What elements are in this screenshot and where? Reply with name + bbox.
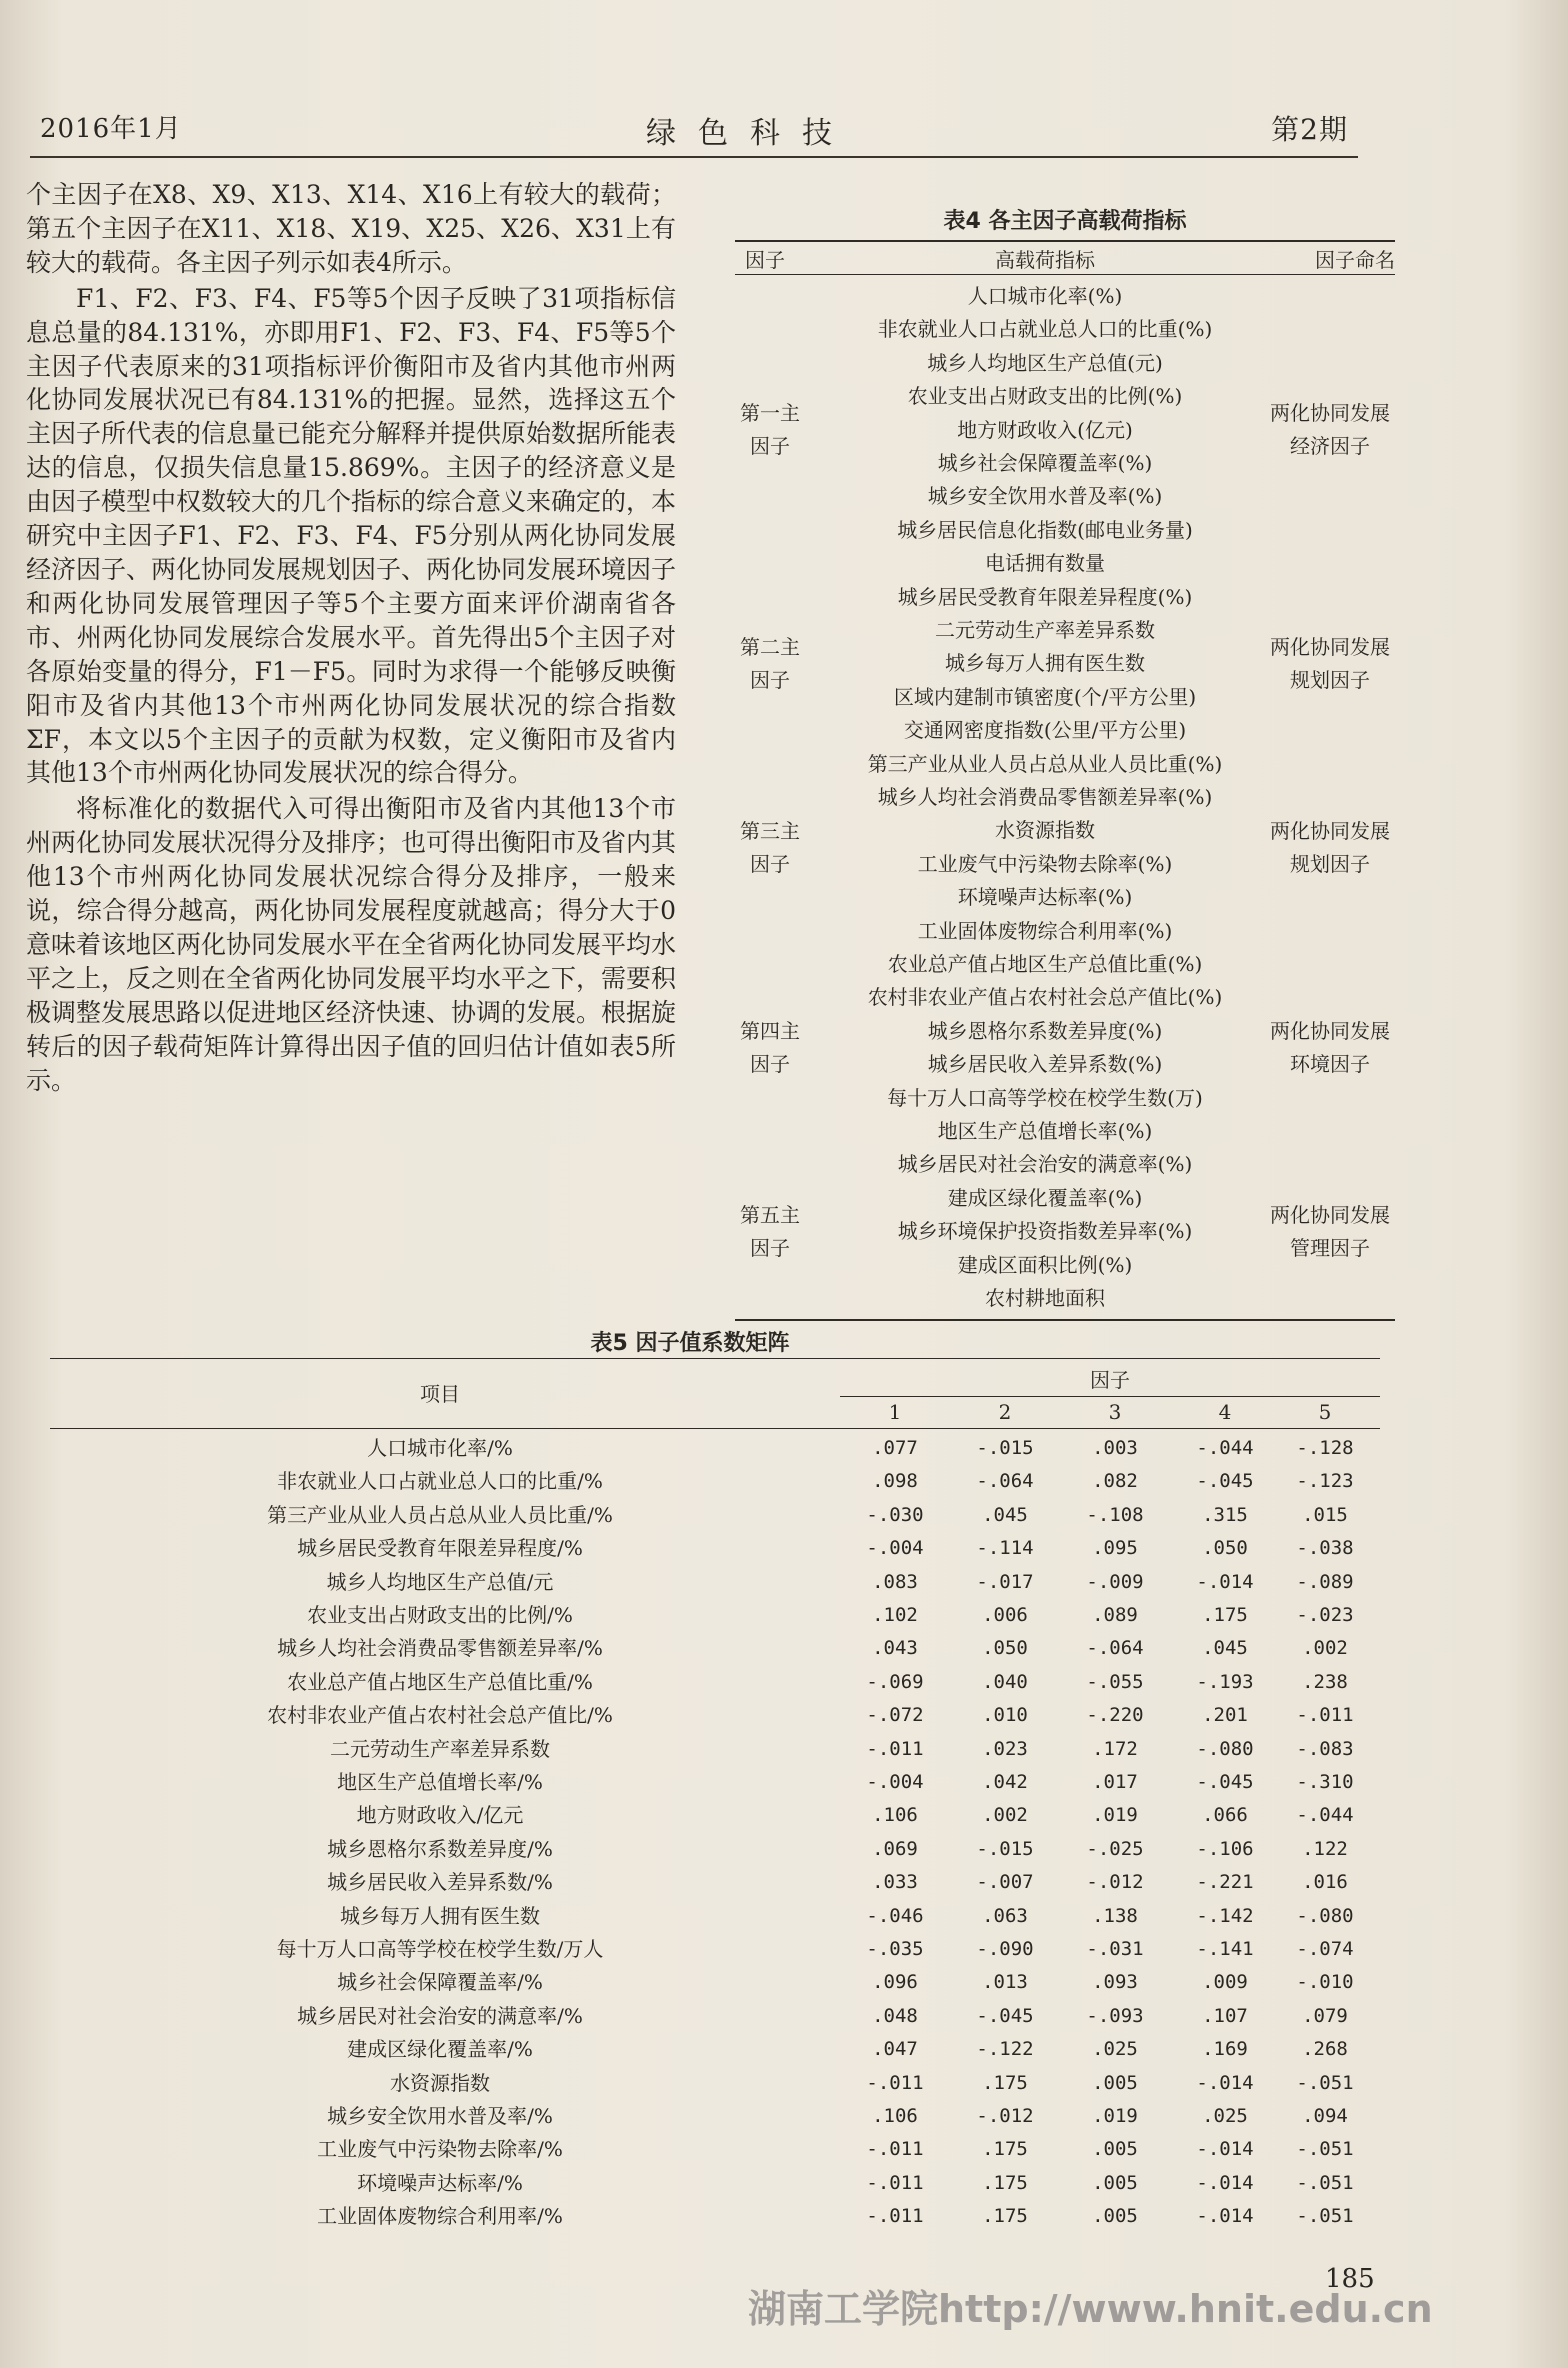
table5-header-rule (50, 1428, 1380, 1429)
table5-row-label: 第三产业从业人员占总从业人员比重/% (267, 1502, 613, 1527)
table5-cell: -.045 (976, 2004, 1034, 2027)
table5-row (50, 1566, 1380, 1599)
table5-row (50, 1900, 1380, 1933)
table5-row-label: 非农就业人口占就业总人口的比重/% (277, 1469, 603, 1494)
table5-cell: -.072 (866, 1704, 924, 1727)
table5-row-label: 城乡恩格尔系数差异度/% (327, 1836, 553, 1861)
table4-indicator: 建成区绿化覆盖率(%) (947, 1185, 1143, 1210)
table5-cell: .023 (982, 1737, 1028, 1760)
table5-header-factor: 因子 (1090, 1368, 1130, 1392)
table4-factor-name: 两化协同发展管理因子 (1270, 1202, 1390, 1260)
table5-cell: .010 (982, 1704, 1028, 1727)
table4-indicator: 城乡人均地区生产总值(元) (927, 350, 1163, 375)
table5-cell: -.083 (1296, 1737, 1354, 1760)
table4-factor-label: 第一主因子 (740, 401, 800, 459)
table5-row (50, 1499, 1380, 1532)
table5-cell: -.011 (1296, 1704, 1354, 1727)
table4-indicator: 城乡环境保护投资指数差异率(%) (897, 1219, 1193, 1244)
table5-cell: -.011 (866, 2205, 924, 2228)
table5-cell: -.015 (976, 1437, 1034, 1459)
table5-row (50, 2000, 1380, 2033)
table5-cell: -.014 (1196, 2205, 1254, 2228)
table5-cell: .096 (872, 1971, 918, 1994)
table4-header-name: 因子命名 (1315, 248, 1395, 272)
table4-indicator: 城乡安全饮用水普及率(%) (927, 484, 1163, 509)
table5-row (50, 2200, 1380, 2233)
table5-cell: -.221 (1196, 1871, 1254, 1894)
table5-cell: -.089 (1296, 1570, 1354, 1593)
table5-factor-rule (840, 1396, 1380, 1397)
table5-cell: .122 (1302, 1837, 1348, 1860)
table5-cell: -.025 (1086, 1837, 1144, 1860)
table5-cell: .083 (872, 1570, 918, 1593)
table5-cell: -.007 (976, 1871, 1034, 1894)
table4-indicator: 建成区面积比例(%) (957, 1252, 1133, 1277)
table5-cell: .048 (872, 2004, 918, 2027)
table5-row (50, 1532, 1380, 1565)
table5-cell: -.010 (1296, 1971, 1354, 1994)
table5-cell: .042 (982, 1771, 1028, 1793)
table5-row (50, 2133, 1380, 2166)
table4-indicator: 城乡每万人拥有医生数 (945, 651, 1145, 676)
table4-indicator: 每十万人口高等学校在校学生数(万) (887, 1085, 1203, 1110)
table5-cell: -.031 (1086, 1938, 1144, 1960)
table5-top-rule (50, 1358, 1380, 1359)
table5-cell: .043 (872, 1637, 918, 1660)
table5-row (50, 1699, 1380, 1732)
table5-row (50, 2067, 1380, 2100)
table5-cell: .175 (982, 2138, 1028, 2161)
table5-cell: .093 (1092, 1971, 1138, 1994)
table5-row-label: 城乡人均社会消费品零售额差异率/% (277, 1636, 603, 1661)
body-paragraph: F1、F2、F3、F4、F5等5个因子反映了31项指标信息总量的84.131%，亦即用F1、F2、F3、F4、F5等5个主因子代表原来的31项指标评价衡阳市及省内其他市州两化协同发展状况已有84.131%的把握。显然，选择这五个主因子所代表的信息量已能充分解释并提供原始数据所能表达的信息，仅损失信息量15.869%。主因子的经济意义是由因子模型中权数较大的几个指标的综合意义来确定的，本研究中主因子F1、F2、F3、F4、F5分别从两化协同发展经济因子、两化协同发展规划因子、两化协同发展环境因子和两化协同发展管理因子等5个主要方面来评价湖南省各市、州两化协同发展综合发展水平。首先得出5个主因子对各原始变量的得分，F1－F5。同时为求得一个能够反映衡阳市及省内其他13个市州两化协同发展状况的综合指数ΣF，本文以5个主因子的贡献为权数，定义衡阳市及省内其他13个市州两化协同发展状况的综合得分。 (26, 283, 677, 788)
table4-factor-name: 两化协同发展规划因子 (1270, 635, 1390, 693)
table5-cell: -.051 (1296, 2171, 1354, 2194)
table5-cell: -.014 (1196, 2138, 1254, 2161)
table5-factor-number: 2 (998, 1400, 1012, 1424)
running-header-issue: 第2期 (1271, 113, 1348, 146)
table5-cell: .095 (1092, 1537, 1138, 1560)
table5-cell: -.035 (866, 1938, 924, 1960)
table5-cell: .005 (1092, 2171, 1138, 2194)
table5-cell: .082 (1092, 1470, 1138, 1493)
table5-cell: -.051 (1296, 2138, 1354, 2161)
table5-row (50, 1866, 1380, 1899)
table5-cell: .175 (982, 2205, 1028, 2228)
table5-cell: .009 (1202, 1971, 1248, 1994)
table5-cell: .268 (1302, 2038, 1348, 2061)
table5-cell: .017 (1092, 1771, 1138, 1793)
table5-row-label: 农村非农业产值占农村社会总产值比/% (267, 1703, 613, 1728)
table5-cell: -.011 (866, 2138, 924, 2161)
table5-cell: -.069 (866, 1670, 924, 1693)
table5-row-label: 每十万人口高等学校在校学生数/万人 (276, 1937, 604, 1961)
table4-factor-name: 两化协同发展经济因子 (1270, 401, 1390, 459)
table5-cell: .050 (1202, 1537, 1248, 1560)
table5-cell: -.093 (1086, 2004, 1144, 2027)
table5-cell: .033 (872, 1871, 918, 1894)
table5-cell: -.090 (976, 1938, 1034, 1960)
table5-cell: -.142 (1196, 1904, 1254, 1927)
table5-cell: -.011 (866, 2071, 924, 2094)
table4-top-rule (735, 240, 1395, 242)
table5-cell: -.015 (976, 1837, 1034, 1860)
table5-row-label: 城乡人均地区生产总值/元 (326, 1569, 554, 1594)
table5-cell: -.045 (1196, 1771, 1254, 1793)
table5-row (50, 1599, 1380, 1632)
body-paragraph: 个主因子在X8、X9、X13、X14、X16上有较大的载荷；第五个主因子在X11、X18、X19、X25、X26、X31上有较大的载荷。各主因子列示如表4所示。 (26, 180, 676, 277)
table4-indicator: 区域内建制市镇密度(个/平方公里) (893, 684, 1197, 709)
table5-cell: .175 (982, 2071, 1028, 2094)
table5-row (50, 1933, 1380, 1966)
table5-caption: 表5 因子值系数矩阵 (590, 1331, 790, 1356)
table4-header-indicator: 高载荷指标 (995, 248, 1095, 272)
table5-factor-number: 5 (1318, 1400, 1332, 1424)
table4-factor-name: 两化协同发展规划因子 (1270, 818, 1390, 876)
table4-indicator: 农村非农业产值占农村社会总产值比(%) (867, 985, 1223, 1010)
table5-cell: .002 (982, 1804, 1028, 1827)
table5-cell: .019 (1092, 1804, 1138, 1827)
table5-cell: -.014 (1196, 1570, 1254, 1593)
table5-cell: .106 (872, 1804, 918, 1827)
table5-row-label: 工业废气中污染物去除率/% (317, 2137, 563, 2162)
table5-cell: -.220 (1086, 1704, 1144, 1727)
table5-cell: -.064 (1086, 1637, 1144, 1660)
table5-cell: .050 (982, 1637, 1028, 1660)
table5-cell: .066 (1202, 1804, 1248, 1827)
table4-factor-label: 第二主因子 (740, 635, 800, 693)
table4-indicator: 非农就业人口占就业总人口的比重(%) (877, 317, 1213, 342)
table5-cell: -.074 (1296, 1938, 1354, 1960)
table4-indicator: 二元劳动生产率差异系数 (935, 618, 1155, 642)
table5-cell: .069 (872, 1837, 918, 1860)
table5-row-label: 城乡社会保障覆盖率/% (337, 1970, 543, 1995)
table5-header-item: 项目 (420, 1382, 460, 1406)
table5-cell: .175 (982, 2171, 1028, 2194)
table4-indicator: 城乡人均社会消费品零售额差异率(%) (877, 785, 1213, 809)
table5-cell: -.004 (866, 1771, 924, 1793)
body-text-column (26, 178, 676, 1097)
table4-caption: 表4 各主因子高载荷指标 (943, 209, 1187, 234)
table5-cell: -.046 (866, 1904, 924, 1927)
table5-factor-number: 3 (1108, 1400, 1122, 1424)
table4-header-rule (735, 274, 1395, 275)
table5-cell: -.004 (866, 1537, 924, 1560)
table5-row-label: 城乡安全饮用水普及率/% (327, 2104, 553, 2128)
table4-factor-label: 第三主因子 (740, 818, 800, 876)
table4-bottom-rule (735, 1319, 1395, 1321)
table4-indicator: 地区生产总值增长率(%) (937, 1119, 1153, 1143)
table5-cell: -.106 (1196, 1837, 1254, 1860)
table5-cell: .013 (982, 1971, 1028, 1994)
table5-cell: .098 (872, 1470, 918, 1493)
table5-cell: .315 (1202, 1503, 1248, 1526)
table5-cell: -.045 (1196, 1470, 1254, 1493)
table5-cell: -.122 (976, 2038, 1034, 2061)
table4-indicator: 环境噪声达标率(%) (957, 885, 1133, 910)
table5-row-label: 城乡居民受教育年限差异程度/% (297, 1536, 583, 1561)
table5-cell: .172 (1092, 1737, 1138, 1760)
running-header-date: 2016年1月 (40, 114, 182, 144)
table5-cell: .019 (1092, 2105, 1138, 2127)
table5-cell: -.055 (1086, 1670, 1144, 1693)
table5-cell: -.012 (976, 2105, 1034, 2127)
table5-cell: .006 (982, 1604, 1028, 1626)
running-header-journal: 绿色科技 (646, 116, 854, 151)
table5-cell: .047 (872, 2038, 918, 2061)
table5-row (50, 1966, 1380, 1999)
table4-indicator: 第三产业从业人员占总从业人员比重(%) (867, 751, 1223, 776)
table5-cell: .106 (872, 2105, 918, 2127)
table5-cell: .005 (1092, 2205, 1138, 2228)
table5-row (50, 2167, 1380, 2200)
table5-cell: .005 (1092, 2071, 1138, 2094)
table5-cell: .169 (1202, 2038, 1248, 2061)
table5-row (50, 1632, 1380, 1665)
table5-cell: .025 (1202, 2105, 1248, 2127)
table5-row (50, 1465, 1380, 1498)
table4-indicator: 城乡社会保障覆盖率(%) (937, 451, 1153, 475)
body-paragraph: 将标准化的数据代入可得出衡阳市及省内其他13个市州两化协同发展状况得分及排序；也可得出衡阳市及省内其他13个市州两化协同发展状况综合得分及排序，一般来说，综合得分越高，两化协同发展程度就越高；得分大于0意味着该地区两化协同发展水平在全省两化协同发展平均水平之上，反之则在全省两化协同发展平均水平之下，需要积极调整发展思路以促进地区经济快速、协调的发展。根据旋转后的因子载荷矩阵计算得出因子值的回归估计值如表5所示。 (26, 794, 677, 1095)
table4-indicator: 人口城市化率(%) (967, 284, 1123, 308)
table5-cell: .201 (1202, 1704, 1248, 1727)
table5-cell: .175 (1202, 1604, 1248, 1626)
table5-cell: -.014 (1196, 2171, 1254, 2194)
table5-cell: .040 (982, 1670, 1028, 1693)
table5-cell: .138 (1092, 1904, 1138, 1927)
table5-cell: .063 (982, 1904, 1028, 1927)
table5-row-label: 农业支出占财政支出的比例/% (307, 1603, 573, 1627)
table5-row-label: 人口城市化率/% (367, 1436, 513, 1460)
watermark: 湖南工学院http://www.hnit.edu.cn (748, 2287, 1433, 2331)
table4-indicator: 工业固体废物综合利用率(%) (917, 918, 1173, 943)
table4-header-factor: 因子 (745, 248, 785, 272)
table4-indicator: 城乡居民信息化指数(邮电业务量) (897, 517, 1193, 542)
table4-indicator: 城乡恩格尔系数差异度(%) (927, 1018, 1163, 1043)
table4-indicator: 农村耕地面积 (985, 1286, 1105, 1310)
table5-cell: -.038 (1296, 1537, 1354, 1560)
table5-row (50, 1666, 1380, 1699)
table4-indicator: 水资源指数 (995, 818, 1095, 843)
table5-factor-number: 1 (888, 1400, 902, 1424)
table4-indicator: 电话拥有数量 (985, 551, 1105, 576)
table5-cell: .016 (1302, 1871, 1348, 1894)
table5-cell: .089 (1092, 1604, 1138, 1626)
table5-cell: -.017 (976, 1570, 1034, 1593)
header-rule (30, 156, 1358, 158)
table5-cell: -.012 (1086, 1871, 1144, 1894)
table4-factor-label: 第四主因子 (740, 1019, 800, 1077)
table5-cell: -.023 (1296, 1604, 1354, 1626)
table5-row-label: 建成区绿化覆盖率/% (347, 2037, 533, 2062)
table5-cell: -.051 (1296, 2071, 1354, 2094)
table5-cell: .077 (872, 1437, 918, 1459)
table5-row-label: 工业固体废物综合利用率/% (317, 2204, 563, 2229)
table5-cell: -.141 (1196, 1938, 1254, 1960)
table4-indicator: 地方财政收入(亿元) (957, 417, 1133, 442)
table5-cell: -.128 (1296, 1437, 1354, 1459)
table5-cell: .238 (1302, 1670, 1348, 1693)
table5-row-label: 地方财政收入/亿元 (356, 1803, 524, 1828)
table5-cell: .107 (1202, 2004, 1248, 2027)
table4-factor-name: 两化协同发展环境因子 (1270, 1019, 1390, 1077)
table5-cell: -.011 (866, 1737, 924, 1760)
table5-cell: .079 (1302, 2004, 1348, 2027)
table5-row (50, 2100, 1380, 2133)
table4-indicator: 农业支出占财政支出的比例(%) (907, 384, 1183, 409)
table5-cell: .015 (1302, 1503, 1348, 1526)
table5-row-label: 城乡居民对社会治安的满意率/% (297, 2003, 583, 2028)
table5-row-label: 城乡居民收入差异系数/% (327, 1870, 553, 1895)
table4-factor-label: 第五主因子 (740, 1202, 800, 1260)
table5-cell: -.044 (1296, 1804, 1354, 1827)
page-number: 185 (1325, 2264, 1375, 2294)
table5-cell: -.080 (1196, 1737, 1254, 1760)
table5-cell: -.193 (1196, 1670, 1254, 1693)
table5-row-label: 环境噪声达标率/% (357, 2170, 523, 2195)
table5-cell: -.123 (1296, 1470, 1354, 1493)
table5-row-label: 农业总产值占地区生产总值比重/% (287, 1669, 593, 1694)
table4-indicator: 工业废气中污染物去除率(%) (917, 851, 1173, 876)
table5-cell: -.044 (1196, 1437, 1254, 1459)
table5-row (50, 1799, 1380, 1832)
table5-cell: .003 (1092, 1437, 1138, 1459)
table5-cell: .002 (1302, 1637, 1348, 1660)
table5-cell: .045 (1202, 1637, 1248, 1660)
table5-cell: -.011 (866, 2171, 924, 2194)
table5-row (50, 1733, 1380, 1766)
table4-indicator: 城乡居民对社会治安的满意率(%) (897, 1152, 1193, 1177)
table5-cell: .025 (1092, 2038, 1138, 2061)
table5-cell: -.051 (1296, 2205, 1354, 2228)
table5-row (50, 1432, 1380, 1465)
table5-row (50, 1766, 1380, 1799)
table4-indicator: 农业总产值占地区生产总值比重(%) (887, 952, 1203, 976)
table5-cell: .094 (1302, 2105, 1348, 2127)
table5-cell: -.030 (866, 1503, 924, 1526)
table5-cell: .005 (1092, 2138, 1138, 2161)
table5-row (50, 1833, 1380, 1866)
table5-cell: -.108 (1086, 1503, 1144, 1526)
table4-indicator: 交通网密度指数(公里/平方公里) (903, 718, 1187, 743)
table5-cell: -.080 (1296, 1904, 1354, 1927)
table5-cell: -.064 (976, 1470, 1034, 1493)
table5-row-label: 城乡每万人拥有医生数 (340, 1903, 540, 1928)
table4-indicator: 城乡居民受教育年限差异程度(%) (897, 584, 1193, 609)
table5-row-label: 二元劳动生产率差异系数 (330, 1736, 550, 1761)
table5-row (50, 2033, 1380, 2066)
table5-cell: .045 (982, 1503, 1028, 1526)
table5-cell: .102 (872, 1604, 918, 1626)
table4-indicator: 城乡居民收入差异系数(%) (927, 1052, 1163, 1077)
table5-row-label: 地区生产总值增长率/% (337, 1770, 543, 1794)
table5-factor-number: 4 (1218, 1400, 1232, 1424)
table5-cell: -.310 (1296, 1771, 1354, 1793)
table5-row-label: 水资源指数 (390, 2070, 490, 2095)
table5-cell: -.114 (976, 1537, 1034, 1560)
table5-cell: -.009 (1086, 1570, 1144, 1593)
table5-cell: -.014 (1196, 2071, 1254, 2094)
